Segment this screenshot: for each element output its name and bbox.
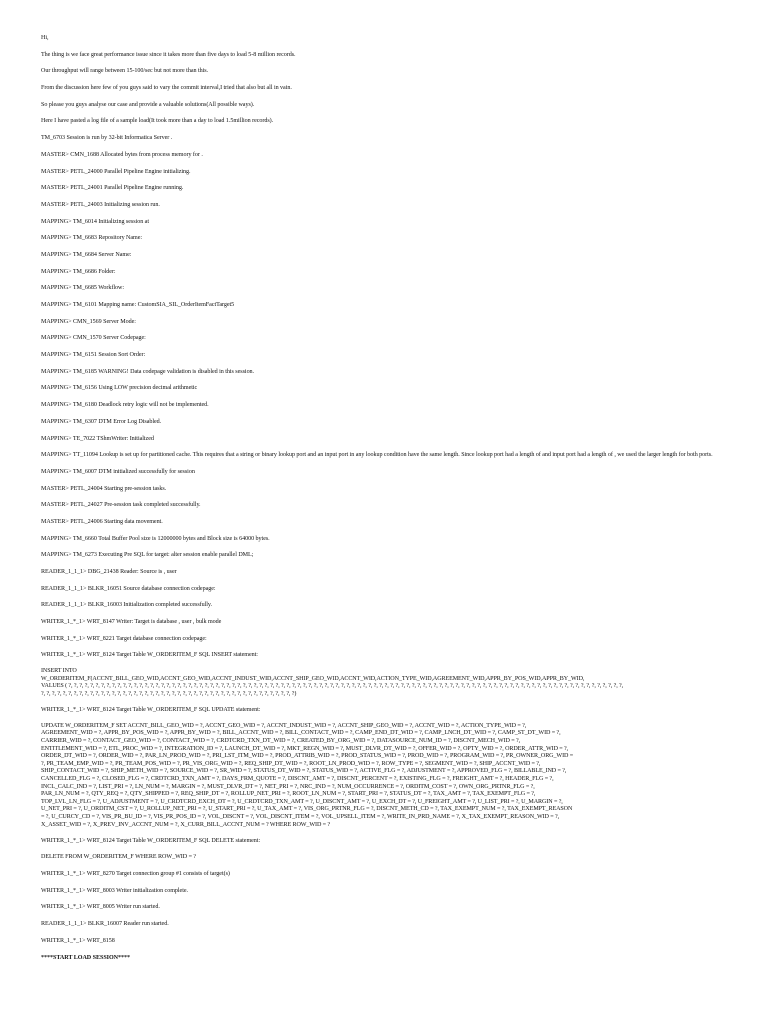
log-line: MAPPING> CMN_1570 Server Codepage:	[41, 335, 146, 342]
log-line: WRITER_1_*_1> WRT_8158	[41, 937, 115, 944]
log-line: MAPPING> TM_6180 Deadlock retry logic will not be implemented.	[41, 402, 209, 409]
log-line: DELETE FROM W_ORDERITEM_F WHERE ROW_WID = ?	[41, 854, 197, 861]
closing-line: ****START LOAD SESSION****	[41, 954, 131, 961]
intro-paragraph: TM_6703 Session is run by 32-bit Informatica Server .	[41, 135, 173, 142]
insert-line: INSERT INTO	[41, 668, 77, 675]
update-line: UPDATE W_ORDERITEM_F SET ACCNT_BILL_GEO_WID = ?, ACCNT_GEO_WID = ?, ACCNT_INDUST_WID = ?, ACCNT_SHIP_GEO_WID = ?, ACCNT_WID = ?, ACTION_TYPE_WID = ?,	[41, 722, 527, 729]
update-statement	[41, 723, 741, 829]
log-line: READER_1_1_1> BLKR_16051 Source database connection codepage:	[41, 585, 216, 592]
log-line: MAPPING> TM_6185 WARNING! Data codepage validation is disabled in this session.	[41, 368, 255, 375]
log-block-2	[41, 837, 741, 946]
insert-statement	[41, 668, 741, 698]
log-line: MAPPING> TM_6685 Workflow:	[41, 285, 125, 292]
log-line: MASTER> PETL_24004 Starting pre-session tasks.	[41, 485, 167, 492]
log-line: READER_1_1_1> BLKR_16003 Initialization completed successfully.	[41, 602, 212, 609]
update-line: ORDER_DT_WID = ?, ORDER_WID = ?, PAR_LN_PROD_WID = ?, PRI_LST_ITM_WID = ?, PROD_ATTRIB_WID = ?, PROD_STATUS_WID = ?, PROD_WID = ?, PROGRAM_WID = ?, PR_OWNER_ORG_WID =	[41, 753, 574, 760]
update-line: U_NET_PRI = ?, U_ORDITM_CST = ?, U_ROLLUP_NET_PRI = ?, U_START_PRI = ?, U_TAX_AMT = ?, VIS_ORG_PRTNR_FLG = ?, DISCNT_METH_CD = ?, TAX_EXEMPT_NUM = ?, TAX_EXEMPT_REASON	[41, 806, 573, 813]
log-line: MAPPING> TM_6101 Mapping name: CustomSIA_SIL_OrderItemFactTarget5	[41, 302, 235, 308]
greeting: Hi,	[41, 35, 49, 41]
log-line: MAPPING> TM_6684 Server Name:	[41, 251, 132, 258]
log-line: MAPPING> TM_6151 Session Sort Order:	[41, 352, 146, 359]
log-line: WRITER_1_*_1> WRT_8003 Writer initialization complete.	[41, 887, 188, 894]
update-line: INCL_CALC_IND = ?, LIST_PRI = ?, LN_NUM = ?, MARGIN = ?, MUST_DLVR_DT = ?, NET_PRI = ?, NRC_IND = ?, NUM_OCCURRENCE = ?, ORDITM_COST = ?, OWN_ORG_PRTNR_FLG = ?,	[41, 783, 535, 790]
log-block-1	[41, 151, 741, 660]
log-line: MAPPING> CMN_1569 Server Mode:	[41, 318, 136, 325]
insert-values-line: VALUES ( ?, ?, ?, ?, ?, ?, ?, ?, ?, ?, ?, ?, ?, ?, ?, ?, ?, ?, ?, ?, ?, ?, ?, ?, ?, ?, ?, ?, ?, ?, ?, ?, ?, ?, ?, ?, ?, ?, ?, ?, ?, ?, ?, ?, ?, ?, ?, ?, ?, ?, ?, ?, ?, ?, ?, ?, ?, ?, ?, ?, ?, ?, ?, ?, ?, ?, ?, ?, ?, ?, ?, ?, ?, ?, ?, ?, ?, ?, ?, ?, ?, ?, ?, ?, ?, ?, ?, ?, ?, ?, ?, ?, ?, ?, ?, ?, ?, ?, ?, ?, ?, ?,	[41, 683, 624, 690]
update-line: SHIP_CONTACT_WID = ?, SHIP_METH_WID = ?, SOURCE_WID = ?, SR_WID = ?, STATUS_DT_WID = ?, STATUS_WID = ?, ACTIVE_FLG = ?, ADJUSTMENT = ?, APPROVED_FLG = ?, BILLABLE_IND = ?,	[41, 768, 567, 775]
log-line: MAPPING> TT_11094 Lookup is set up for partitioned cache. This requires that a string or binary lookup port and an input port in any lookup condition have the same length. Since lookup port had a length of and input port had a length of , we used the larger length for both ports.	[41, 452, 713, 459]
update-line: = ?, U_CURCY_CD = ?, VIS_PR_BU_ID = ?, VIS_PR_POS_ID = ?, VOL_DISCNT = ?, VOL_DISCNT_ITEM = ?, VOL_UPSELL_ITEM = ?, WRITE_IN_PRD_NAME = ?, X_TAX_EXEMPT_REASON_WID = ?,	[41, 813, 560, 820]
intro-paragraph: The thing is we face great performance issue since it takes more than five days to load 5-8 million records.	[41, 51, 296, 58]
insert-columns-line: W_ORDERITEM_F(ACCNT_BILL_GEO_WID,ACCNT_GEO_WID,ACCNT_INDUST_WID,ACCNT_SHIP_GEO_WID,ACCNT_WID,ACTION_TYPE_WID,AGREEMENT_WID,APPR_BY_POS_WID,APPR_BY_WID,	[41, 675, 585, 682]
log-line: WRITER_1_*_1> WRT_8270 Target connection group #1 consists of target(s)	[41, 871, 230, 878]
update-line: X_ASSET_WID = ?, X_PREV_INV_ACCNT_NUM = ?, X_CURR_BILL_ACCNT_NUM = ? WHERE ROW_WID = ?	[41, 821, 331, 828]
log-line: MASTER> CMN_1688 Allocated bytes from process memory for .	[41, 151, 203, 158]
update-line: ENTITLEMENT_WID = ?, ETL_PROC_WID = ?, INTEGRATION_ID = ?, LAUNCH_DT_WID = ?, MKT_REGN_WID = ?, MUST_DLVR_DT_WID = ?, OFFER_WID = ?, OPTY_WID = ?, ORDER_ATTR_WID = ?,	[41, 745, 569, 752]
log-line: MASTER> PETL_24001 Parallel Pipeline Engine running.	[41, 185, 184, 192]
log-line: MASTER> PETL_24000 Parallel Pipeline Engine initializing.	[41, 168, 191, 175]
update-header: WRITER_1_*_1> WRT_8124 Target Table W_ORDERITEM_F SQL UPDATE statement:	[41, 707, 261, 714]
log-line: MAPPING> TM_6156 Using LOW precision decimal arithmetic	[41, 385, 198, 392]
intro-paragraph: Here I have pasted a log file of a sample load(It took more than a day to load 1.5million records).	[41, 118, 274, 125]
log-line: MASTER> PETL_24027 Pre-session task completed successfully.	[41, 502, 201, 509]
log-line: MASTER> PETL_24003 Initializing session run.	[41, 201, 160, 208]
log-line: MAPPING> TM_6273 Executing Pre SQL for target: alter session enable parallel DML;	[41, 552, 254, 559]
intro-paragraph: Our throughput will range between 15-100/sec but not more than this.	[41, 68, 209, 75]
log-line: MAPPING> TM_6683 Repository Name:	[41, 235, 143, 242]
intro-block	[41, 51, 741, 143]
log-line: WRITER_1_*_1> WRT_8005 Writer run started.	[41, 904, 160, 911]
log-line: MAPPING> TM_6007 DTM initialized successfully for session	[41, 468, 195, 475]
intro-paragraph: From the discussion here few of you guys said to vary the commit interval,I tried that also but all in vain.	[41, 85, 292, 92]
log-line: MAPPING> TM_6014 Initializing session at	[41, 218, 149, 225]
update-line: TOP_LVL_LN_FLG = ?, U_ADJUSTMENT = ?, U_CRDTCRD_EXCH_DT = ?, U_CRDTCRD_TXN_AMT = ?, U_DISCNT_AMT = ?, U_EXCH_DT = ?, U_FREIGHT_AMT = ?, U_LIST_PRI = ?, U_MARGIN = ?,	[41, 798, 563, 805]
update-line: CANCELLED_FLG = ?, CLOSED_FLG = ?, CRDTCRD_TXN_AMT = ?, DAYS_FRM_QUOTE = ?, DISCNT_AMT = ?, DISCNT_PERCENT = ?, EXISTING_FLG = ?, FREIGHT_AMT = ?, HEADER_FLG = ?,	[41, 775, 554, 782]
log-line: MAPPING> TM_6660 Total Buffer Pool size is 12000000 bytes and Block size is 64000 bytes.	[41, 535, 270, 542]
log-line: READER_1_1_1> BLKR_16007 Reader run started.	[41, 921, 169, 928]
log-line: MAPPING> TE_7022 TShmWriter: Initialized	[41, 435, 154, 442]
log-line: WRITER_1_*_1> WRT_8221 Target database connection codepage:	[41, 635, 207, 642]
intro-paragraph: So please you guys analyse our case and provide a valuable solutions(All possible ways).	[41, 101, 255, 108]
insert-values-line-2: ?, ?, ?, ?, ?, ?, ?, ?, ?, ?, ?, ?, ?, ?, ?, ?, ?, ?, ?, ?, ?, ?, ?, ?, ?, ?, ?, ?, ?, ?, ?, ?, ?, ?, ?, ?, ?, ?, ?, ?, ?, ?, ?, ?, ?, ?, ?)	[41, 690, 297, 697]
log-line: MAPPING> TM_6307 DTM Error Log Disabled.	[41, 418, 162, 425]
log-line: WRITER_1_*_1> WRT_8124 Target Table W_ORDERITEM_F SQL INSERT statement:	[41, 652, 258, 659]
document-page	[41, 34, 741, 970]
log-line: WRITER_1_*_1> WRT_8124 Target Table W_ORDERITEM_F SQL DELETE statement:	[41, 837, 261, 844]
log-line: WRITER_1_*_1> WRT_8147 Writer: Target is database , user , bulk mode	[41, 619, 222, 626]
update-line: AGREEMENT_WID = ?, APPR_BY_POS_WID = ?, APPR_BY_WID = ?, BILL_ACCNT_WID = ?, BILL_CONTACT_WID = ?, CAMP_END_DT_WID = ?, CAMP_LNCH_DT_WID = ?, CAMP_ST_DT_WID = ?,	[41, 730, 561, 737]
log-line: READER_1_1_1> DBG_21438 Reader: Source is , user	[41, 569, 177, 575]
log-line: MAPPING> TM_6686 Folder:	[41, 268, 116, 275]
log-line: MASTER> PETL_24006 Starting data movement.	[41, 518, 163, 525]
update-line: CARRIER_WID = ?, CONTACT_GEO_WID = ?, CONTACT_WID = ?, CRDTCRD_TXN_DT_WID = ?, CREATED_BY_ORG_WID = ?, DATASOURCE_NUM_ID = ?, DISCNT_MECH_WID = ?,	[41, 737, 521, 744]
update-line: PAR_LN_NUM = ?, QTY_REQ = ?, QTY_SHIPPED = ?, REQ_SHIP_DT = ?, ROLLUP_NET_PRI = ?, ROOT_LN_NUM = ?, START_PRI = ?, STATUS_DT = ?, TAX_AMT = ?, TAX_EXEMPT_FLG = ?,	[41, 791, 536, 798]
update-line: ?, PR_TEAM_EMP_WID = ?, PR_TEAM_POS_WID = ?, PR_VIS_ORG_WID = ?, REQ_SHIP_DT_WID = ?, ROOT_LN_PROD_WID = ?, ROW_TYPE = ?, SEGMENT_WID = ?, SHIP_ACCNT_WID = ?,	[41, 760, 541, 767]
